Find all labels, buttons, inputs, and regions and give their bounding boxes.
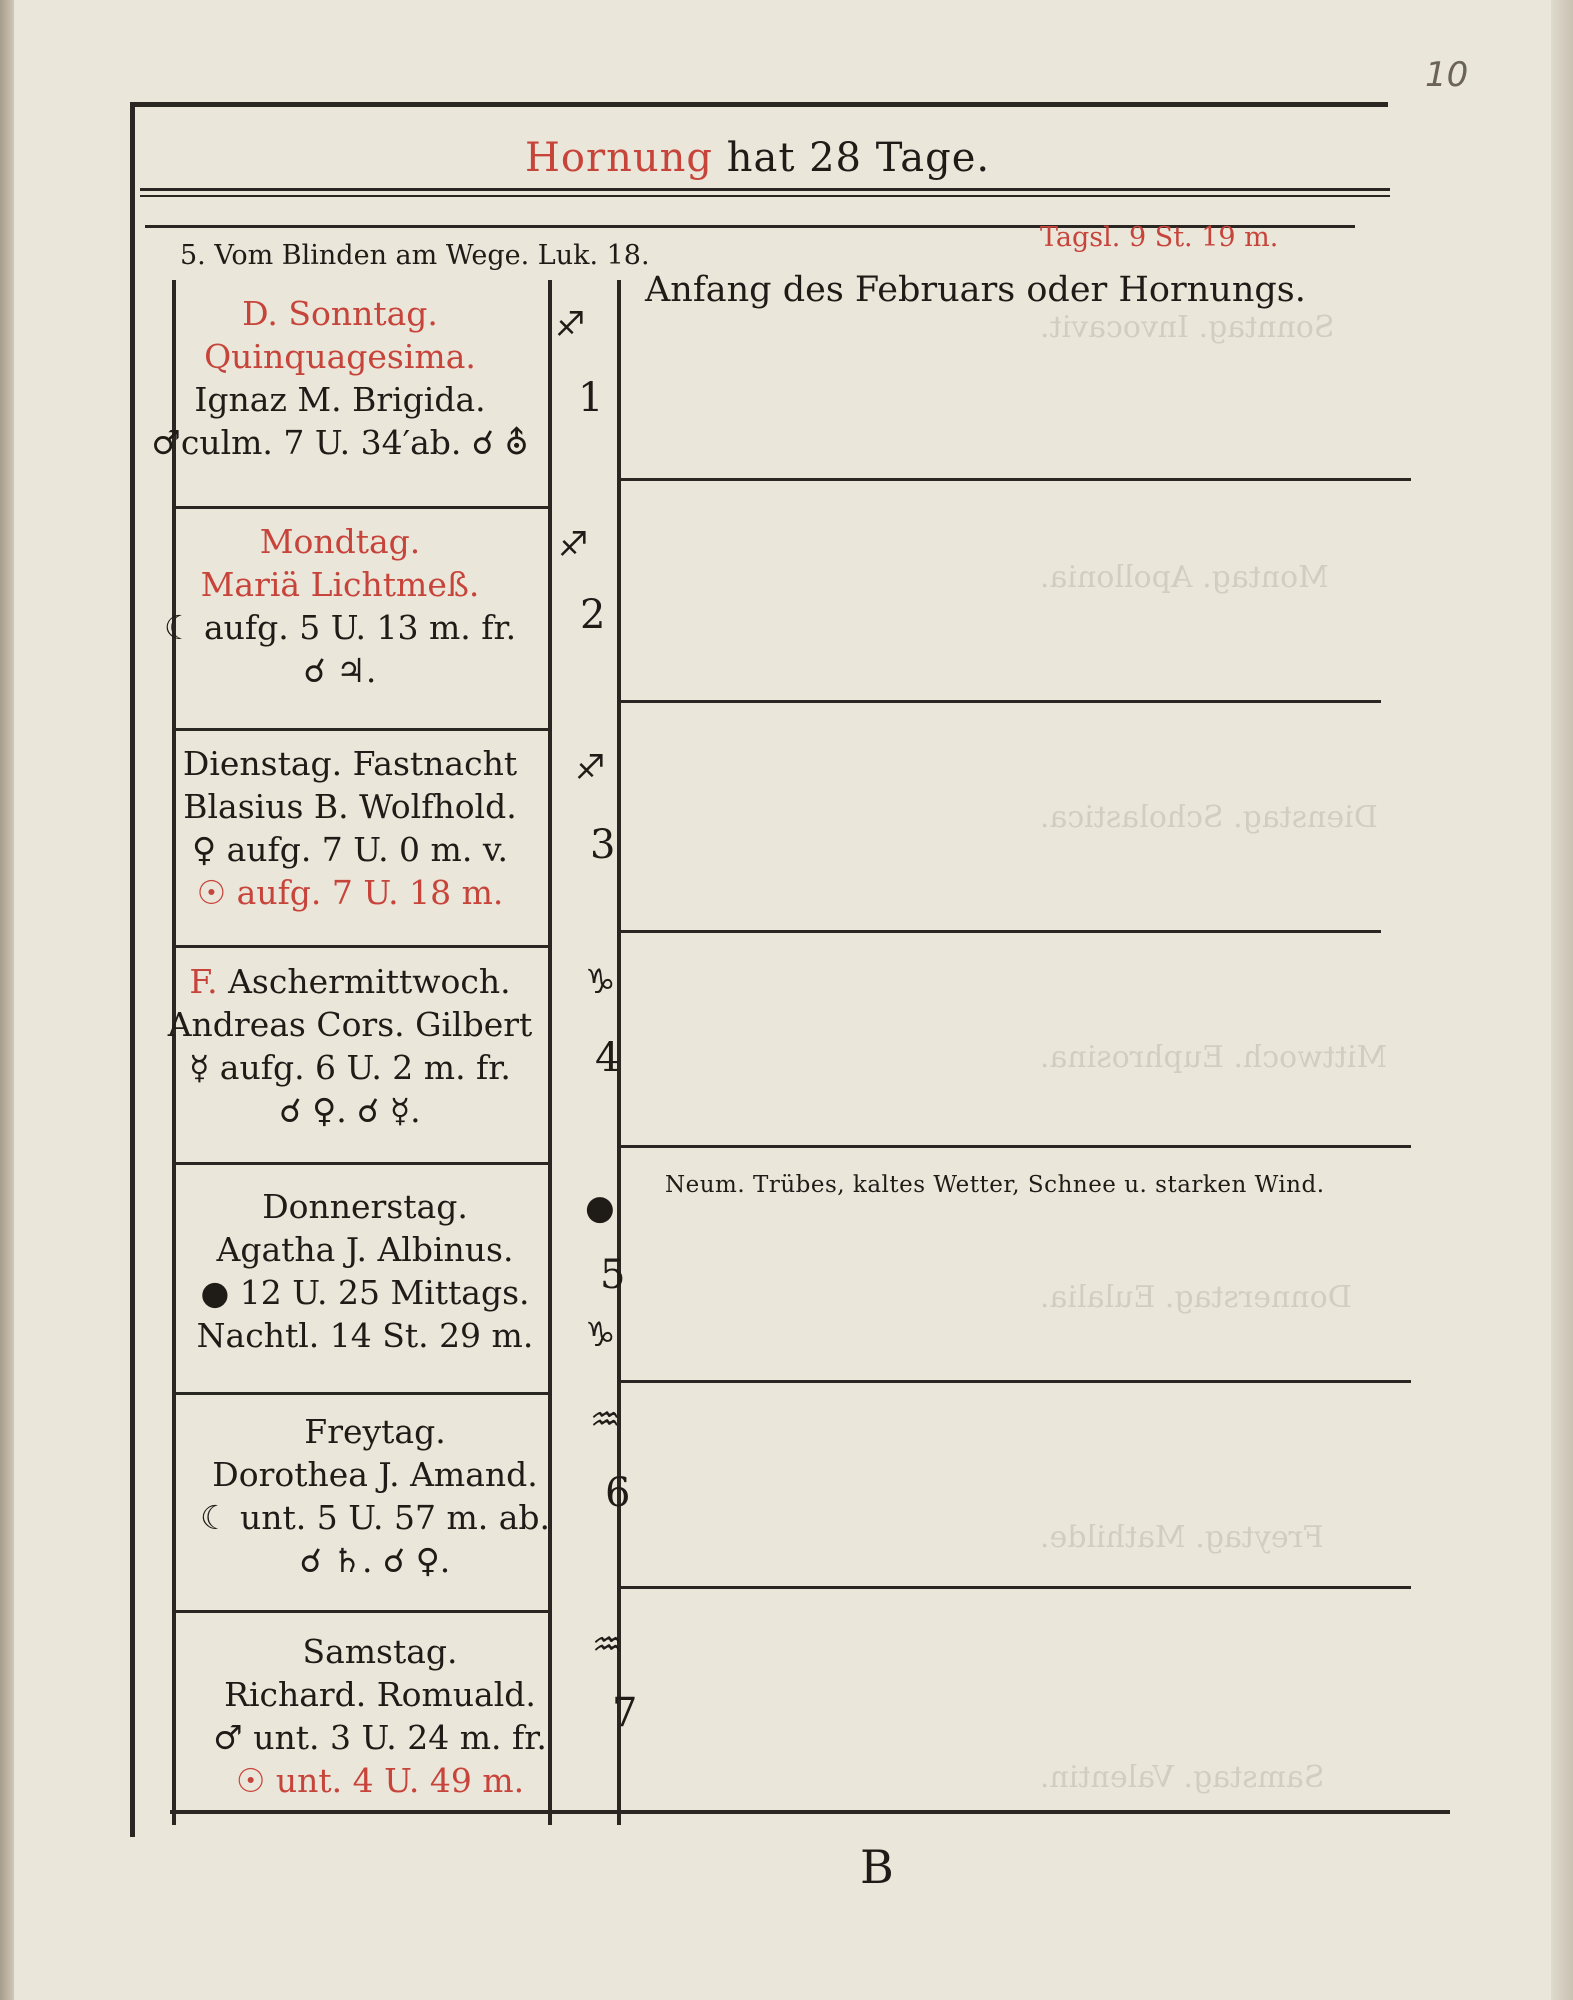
zodiac-sagittarius-icon: ♐ xyxy=(558,525,589,565)
day-name: Mondtag. xyxy=(259,522,421,561)
feast-name: Quinquagesima. xyxy=(204,337,476,376)
day-name xyxy=(150,960,550,1003)
day-entry-3 xyxy=(150,742,550,914)
zodiac-capricorn-icon: ♑ xyxy=(585,1315,616,1355)
astro-note: ♂ unt. 3 U. 24 m. fr. xyxy=(213,1718,547,1757)
astro-note: ☌ ♄. ☌ ♀. xyxy=(299,1541,451,1580)
notes-separator xyxy=(621,1380,1411,1383)
month-title xyxy=(525,135,990,181)
notes-separator xyxy=(621,1145,1411,1148)
astro-note: ☌ ♀. ☌ ☿. xyxy=(279,1091,421,1130)
notes-separator xyxy=(621,930,1381,933)
day-entry-2 xyxy=(150,520,530,692)
day-number: 7 xyxy=(612,1690,638,1736)
day-separator xyxy=(172,1610,552,1613)
title-rule xyxy=(140,188,1390,191)
day-number: 5 xyxy=(600,1252,626,1298)
astro-note: ☌ ♃. xyxy=(303,651,377,690)
saints: Blasius B. Wolfhold. xyxy=(183,787,517,826)
gospel-reading: 5. Vom Blinden am Wege. Luk. 18. xyxy=(180,240,650,271)
astro-note: ♀ aufg. 7 U. 0 m. v. xyxy=(191,830,509,869)
day-separator xyxy=(172,1392,552,1395)
book-binding xyxy=(0,0,14,2000)
day-name: D. Sonntag. xyxy=(242,294,438,333)
astro-note: ☾ unt. 5 U. 57 m. ab. xyxy=(199,1498,551,1537)
day-length: Tagsl. 9 St. 19 m. xyxy=(1040,222,1279,253)
day-separator xyxy=(172,945,552,948)
day-name: Dienstag. Fastnacht xyxy=(182,744,518,783)
day-number: 6 xyxy=(605,1470,631,1516)
top-rule xyxy=(130,102,1388,107)
saints: Richard. Romuald. xyxy=(224,1675,536,1714)
show-through-text: Dienstag. Scholastica. xyxy=(1040,800,1378,835)
day-separator xyxy=(172,728,552,731)
notes-separator xyxy=(621,1586,1411,1589)
zodiac-capricorn-icon: ♑ xyxy=(585,962,616,1002)
month-days: hat 28 Tage. xyxy=(726,135,991,181)
page-edge xyxy=(1551,0,1573,2000)
show-through-text: Freytag. Mathilde. xyxy=(1040,1520,1324,1555)
fasting-mark: F. xyxy=(189,962,218,1001)
new-moon-note: ● 12 U. 25 Mittags. xyxy=(200,1273,530,1312)
show-through-text: Mittwoch. Euphrosina. xyxy=(1040,1040,1388,1075)
saints: Agatha J. Albinus. xyxy=(216,1230,514,1269)
sunrise-note: ☉ aufg. 7 U. 18 m. xyxy=(196,873,504,912)
left-frame-rule xyxy=(130,102,135,1837)
day-entry-5 xyxy=(165,1185,565,1357)
month-name: Hornung xyxy=(525,135,713,181)
day-separator xyxy=(172,506,552,509)
saints: Andreas Cors. Gilbert xyxy=(167,1005,533,1044)
day-entry-7 xyxy=(185,1630,575,1802)
show-through-text: Sonntag. Invocavit. xyxy=(1040,310,1335,345)
zodiac-sagittarius-icon: ♐ xyxy=(555,305,586,345)
day-number: 1 xyxy=(578,375,604,421)
month-start-note: Anfang des Februars oder Hornungs. xyxy=(645,270,1306,310)
notes-separator xyxy=(621,700,1381,703)
day-name: Donnerstag. xyxy=(262,1187,468,1226)
day-number: 3 xyxy=(590,822,616,868)
astro-note: ♂culm. 7 U. 34′ab. ☌ ⛢ xyxy=(151,423,529,462)
day-name: Samstag. xyxy=(302,1632,458,1671)
signature-mark: B xyxy=(860,1840,894,1894)
day-entry-1 xyxy=(150,292,530,464)
bottom-rule xyxy=(170,1810,1450,1814)
feast-name: Mariä Lichtmeß. xyxy=(200,565,480,604)
day-name-text: Aschermittwoch. xyxy=(217,962,511,1001)
show-through-text: Montag. Apollonia. xyxy=(1040,560,1329,595)
folio-number: 10 xyxy=(1425,55,1469,95)
astro-note: ☾ aufg. 5 U. 13 m. fr. xyxy=(163,608,517,647)
day-number: 4 xyxy=(595,1035,621,1081)
day-entry-6 xyxy=(180,1410,570,1582)
zodiac-sagittarius-icon: ♐ xyxy=(575,748,606,788)
saints: Dorothea J. Amand. xyxy=(212,1455,538,1494)
day-separator xyxy=(172,1162,552,1165)
title-rule-double xyxy=(140,195,1390,197)
show-through-text: Donnerstag. Eulalia. xyxy=(1040,1280,1352,1315)
day-number: 2 xyxy=(580,592,606,638)
night-length-note: Nachtl. 14 St. 29 m. xyxy=(196,1316,534,1355)
saints: Ignaz M. Brigida. xyxy=(194,380,486,419)
notes-separator xyxy=(621,478,1411,481)
new-moon-icon: ● xyxy=(585,1188,615,1228)
weather-note: Neum. Trübes, kaltes Wetter, Schnee u. starken Wind. xyxy=(665,1172,1325,1198)
zodiac-aquarius-icon: ♒ xyxy=(592,1625,623,1665)
day-entry-4 xyxy=(150,960,550,1132)
sunset-note: ☉ unt. 4 U. 49 m. xyxy=(235,1761,525,1800)
astro-note: ☿ aufg. 6 U. 2 m. fr. xyxy=(189,1048,511,1087)
show-through-text: Samstag. Valentin. xyxy=(1040,1760,1325,1795)
zodiac-aquarius-icon: ♒ xyxy=(590,1400,621,1440)
day-name: Freytag. xyxy=(304,1412,446,1451)
